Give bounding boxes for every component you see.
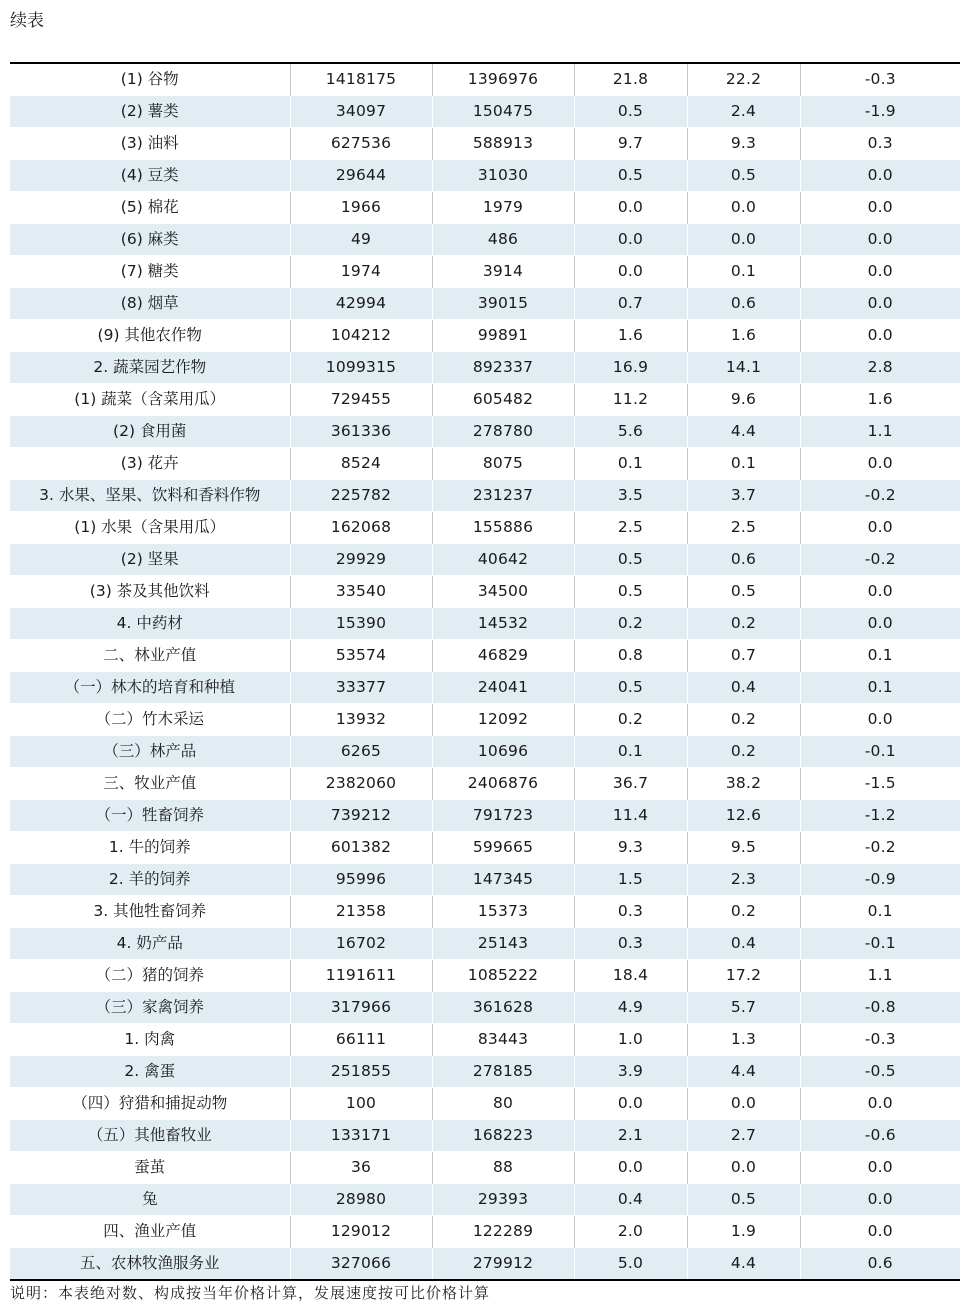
table-row <box>10 960 960 992</box>
cell-share-b: 3.7 <box>687 480 800 512</box>
cell-share-a: 0.3 <box>574 896 687 928</box>
cell-value-a: 29929 <box>290 544 432 576</box>
cell-value-a: 251855 <box>290 1056 432 1088</box>
cell-share-a: 2.0 <box>574 1216 687 1248</box>
cell-value-b: 231237 <box>432 480 574 512</box>
cell-share-b: 38.2 <box>687 768 800 800</box>
cell-item-name: (1) 蔬菜（含菜用瓜） <box>10 384 290 416</box>
cell-change: 2.8 <box>800 352 960 384</box>
cell-item-name: (4) 豆类 <box>10 160 290 192</box>
cell-share-b: 14.1 <box>687 352 800 384</box>
cell-item-name: 2. 羊的饲养 <box>10 864 290 896</box>
cell-share-b: 2.5 <box>687 512 800 544</box>
cell-value-a: 33377 <box>290 672 432 704</box>
table-row <box>10 352 960 384</box>
cell-item-name: 兔 <box>10 1184 290 1216</box>
cell-share-b: 0.2 <box>687 896 800 928</box>
cell-share-a: 21.8 <box>574 63 687 96</box>
cell-share-a: 0.0 <box>574 1152 687 1184</box>
cell-share-a: 9.3 <box>574 832 687 864</box>
cell-share-b: 0.4 <box>687 928 800 960</box>
cell-share-b: 4.4 <box>687 1056 800 1088</box>
cell-value-b: 892337 <box>432 352 574 384</box>
cell-value-b: 31030 <box>432 160 574 192</box>
cell-share-a: 2.5 <box>574 512 687 544</box>
cell-item-name: 三、牧业产值 <box>10 768 290 800</box>
cell-value-b: 486 <box>432 224 574 256</box>
cell-share-b: 2.4 <box>687 96 800 128</box>
cell-change: 0.3 <box>800 128 960 160</box>
cell-share-a: 1.5 <box>574 864 687 896</box>
cell-value-b: 34500 <box>432 576 574 608</box>
cell-share-b: 0.5 <box>687 576 800 608</box>
table-row <box>10 160 960 192</box>
cell-share-b: 0.6 <box>687 288 800 320</box>
table-row <box>10 704 960 736</box>
cell-change: 0.6 <box>800 1248 960 1281</box>
cell-share-b: 1.6 <box>687 320 800 352</box>
cell-change: 1.1 <box>800 416 960 448</box>
cell-value-b: 88 <box>432 1152 574 1184</box>
cell-value-b: 278185 <box>432 1056 574 1088</box>
cell-item-name: (3) 花卉 <box>10 448 290 480</box>
cell-value-a: 225782 <box>290 480 432 512</box>
cell-change: -1.9 <box>800 96 960 128</box>
cell-change: 0.0 <box>800 1216 960 1248</box>
cell-change: -0.2 <box>800 544 960 576</box>
cell-item-name: 四、渔业产值 <box>10 1216 290 1248</box>
cell-value-b: 80 <box>432 1088 574 1120</box>
cell-share-a: 11.4 <box>574 800 687 832</box>
cell-value-b: 150475 <box>432 96 574 128</box>
data-table <box>10 62 960 1281</box>
cell-item-name: （一）林木的培育和种植 <box>10 672 290 704</box>
cell-share-b: 9.6 <box>687 384 800 416</box>
cell-value-a: 1099315 <box>290 352 432 384</box>
cell-share-b: 2.7 <box>687 1120 800 1152</box>
table-row <box>10 128 960 160</box>
cell-value-a: 100 <box>290 1088 432 1120</box>
cell-item-name: （三）家禽饲养 <box>10 992 290 1024</box>
cell-change: 0.0 <box>800 448 960 480</box>
table-row <box>10 992 960 1024</box>
cell-change: -0.3 <box>800 1024 960 1056</box>
table-row <box>10 1056 960 1088</box>
cell-item-name: (2) 薯类 <box>10 96 290 128</box>
cell-value-b: 1085222 <box>432 960 574 992</box>
table-row <box>10 832 960 864</box>
cell-change: -0.1 <box>800 736 960 768</box>
cell-change: -1.5 <box>800 768 960 800</box>
table-row <box>10 768 960 800</box>
cell-share-b: 0.0 <box>687 192 800 224</box>
cell-value-a: 16702 <box>290 928 432 960</box>
cell-item-name: 二、林业产值 <box>10 640 290 672</box>
cell-share-a: 0.0 <box>574 1088 687 1120</box>
cell-value-b: 605482 <box>432 384 574 416</box>
cell-value-b: 99891 <box>432 320 574 352</box>
cell-value-b: 2406876 <box>432 768 574 800</box>
cell-change: 0.1 <box>800 672 960 704</box>
table-row <box>10 1184 960 1216</box>
cell-item-name: (2) 食用菌 <box>10 416 290 448</box>
cell-item-name: 4. 中药材 <box>10 608 290 640</box>
table-row <box>10 416 960 448</box>
cell-value-a: 739212 <box>290 800 432 832</box>
cell-value-a: 34097 <box>290 96 432 128</box>
cell-item-name: （二）竹木采运 <box>10 704 290 736</box>
cell-value-b: 10696 <box>432 736 574 768</box>
cell-change: 1.6 <box>800 384 960 416</box>
cell-share-a: 0.3 <box>574 928 687 960</box>
cell-share-a: 0.5 <box>574 544 687 576</box>
cell-share-a: 0.1 <box>574 736 687 768</box>
cell-change: 0.1 <box>800 896 960 928</box>
cell-change: -1.2 <box>800 800 960 832</box>
cell-share-b: 17.2 <box>687 960 800 992</box>
cell-change: -0.3 <box>800 63 960 96</box>
cell-item-name: （二）猪的饲养 <box>10 960 290 992</box>
table-row <box>10 448 960 480</box>
cell-item-name: (1) 水果（含果用瓜） <box>10 512 290 544</box>
cell-change: 0.0 <box>800 256 960 288</box>
cell-value-b: 12092 <box>432 704 574 736</box>
cell-change: 0.0 <box>800 1184 960 1216</box>
cell-share-b: 4.4 <box>687 416 800 448</box>
cell-value-b: 599665 <box>432 832 574 864</box>
table-container <box>10 62 960 1281</box>
cell-change: 0.0 <box>800 512 960 544</box>
cell-share-a: 36.7 <box>574 768 687 800</box>
cell-value-a: 601382 <box>290 832 432 864</box>
cell-change: -0.8 <box>800 992 960 1024</box>
cell-item-name: 2. 禽蛋 <box>10 1056 290 1088</box>
table-body <box>10 63 960 1280</box>
cell-value-a: 29644 <box>290 160 432 192</box>
cell-item-name: （三）林产品 <box>10 736 290 768</box>
table-row <box>10 672 960 704</box>
table-row <box>10 576 960 608</box>
cell-share-a: 18.4 <box>574 960 687 992</box>
cell-value-b: 168223 <box>432 1120 574 1152</box>
cell-share-b: 0.1 <box>687 448 800 480</box>
cell-value-a: 49 <box>290 224 432 256</box>
cell-value-a: 162068 <box>290 512 432 544</box>
cell-share-a: 0.5 <box>574 576 687 608</box>
cell-share-b: 5.7 <box>687 992 800 1024</box>
cell-value-b: 588913 <box>432 128 574 160</box>
cell-share-b: 22.2 <box>687 63 800 96</box>
cell-value-b: 46829 <box>432 640 574 672</box>
cell-share-a: 4.9 <box>574 992 687 1024</box>
cell-share-a: 0.4 <box>574 1184 687 1216</box>
cell-item-name: (7) 糖类 <box>10 256 290 288</box>
cell-share-b: 1.9 <box>687 1216 800 1248</box>
table-row <box>10 928 960 960</box>
cell-change: 1.1 <box>800 960 960 992</box>
table-row <box>10 63 960 96</box>
cell-value-b: 14532 <box>432 608 574 640</box>
cell-value-a: 21358 <box>290 896 432 928</box>
table-row <box>10 224 960 256</box>
table-row <box>10 1120 960 1152</box>
cell-share-b: 0.2 <box>687 736 800 768</box>
cell-value-a: 129012 <box>290 1216 432 1248</box>
cell-change: -0.6 <box>800 1120 960 1152</box>
cell-value-b: 83443 <box>432 1024 574 1056</box>
cell-share-a: 0.0 <box>574 224 687 256</box>
cell-item-name: 3. 其他牲畜饲养 <box>10 896 290 928</box>
cell-share-b: 0.0 <box>687 1088 800 1120</box>
cell-share-b: 2.3 <box>687 864 800 896</box>
cell-item-name: (2) 坚果 <box>10 544 290 576</box>
table-row <box>10 608 960 640</box>
cell-value-b: 15373 <box>432 896 574 928</box>
cell-value-b: 3914 <box>432 256 574 288</box>
cell-change: -0.9 <box>800 864 960 896</box>
cell-value-a: 1191611 <box>290 960 432 992</box>
cell-share-b: 0.1 <box>687 256 800 288</box>
cell-share-a: 2.1 <box>574 1120 687 1152</box>
cell-share-a: 9.7 <box>574 128 687 160</box>
cell-item-name: (9) 其他农作物 <box>10 320 290 352</box>
cell-change: 0.0 <box>800 1152 960 1184</box>
cell-share-a: 0.7 <box>574 288 687 320</box>
table-row <box>10 1024 960 1056</box>
cell-item-name: (3) 油料 <box>10 128 290 160</box>
cell-change: 0.0 <box>800 192 960 224</box>
cell-share-a: 0.2 <box>574 608 687 640</box>
cell-value-a: 13932 <box>290 704 432 736</box>
cell-share-a: 0.8 <box>574 640 687 672</box>
table-row <box>10 512 960 544</box>
table-row <box>10 864 960 896</box>
cell-share-b: 0.5 <box>687 1184 800 1216</box>
cell-item-name: 蚕茧 <box>10 1152 290 1184</box>
table-row <box>10 896 960 928</box>
cell-share-b: 0.0 <box>687 224 800 256</box>
cell-share-b: 0.2 <box>687 704 800 736</box>
cell-share-a: 16.9 <box>574 352 687 384</box>
cell-value-a: 28980 <box>290 1184 432 1216</box>
cell-share-a: 0.5 <box>574 96 687 128</box>
cell-item-name: （一）牲畜饲养 <box>10 800 290 832</box>
cell-value-a: 1966 <box>290 192 432 224</box>
cell-change: 0.0 <box>800 160 960 192</box>
cell-share-b: 0.4 <box>687 672 800 704</box>
cell-item-name: （五）其他畜牧业 <box>10 1120 290 1152</box>
cell-value-b: 24041 <box>432 672 574 704</box>
cell-change: 0.0 <box>800 224 960 256</box>
cell-share-b: 12.6 <box>687 800 800 832</box>
cell-value-a: 2382060 <box>290 768 432 800</box>
cell-value-a: 1974 <box>290 256 432 288</box>
cell-change: -0.1 <box>800 928 960 960</box>
cell-share-a: 0.5 <box>574 160 687 192</box>
cell-share-a: 1.6 <box>574 320 687 352</box>
cell-share-b: 0.2 <box>687 608 800 640</box>
cell-item-name: (6) 麻类 <box>10 224 290 256</box>
cell-value-a: 33540 <box>290 576 432 608</box>
cell-item-name: （四）狩猎和捕捉动物 <box>10 1088 290 1120</box>
cell-value-a: 729455 <box>290 384 432 416</box>
cell-item-name: (3) 茶及其他饮料 <box>10 576 290 608</box>
cell-change: 0.0 <box>800 608 960 640</box>
table-row <box>10 544 960 576</box>
table-row <box>10 192 960 224</box>
cell-change: -0.2 <box>800 832 960 864</box>
cell-share-b: 9.3 <box>687 128 800 160</box>
cell-share-a: 0.5 <box>574 672 687 704</box>
cell-value-b: 25143 <box>432 928 574 960</box>
cell-value-a: 36 <box>290 1152 432 1184</box>
cell-value-a: 133171 <box>290 1120 432 1152</box>
cell-value-b: 361628 <box>432 992 574 1024</box>
cell-share-a: 11.2 <box>574 384 687 416</box>
cell-share-a: 5.0 <box>574 1248 687 1281</box>
cell-value-a: 95996 <box>290 864 432 896</box>
cell-share-a: 0.2 <box>574 704 687 736</box>
cell-value-a: 317966 <box>290 992 432 1024</box>
cell-change: -0.5 <box>800 1056 960 1088</box>
cell-item-name: (8) 烟草 <box>10 288 290 320</box>
cell-share-b: 9.5 <box>687 832 800 864</box>
table-row <box>10 1248 960 1281</box>
cell-share-b: 0.7 <box>687 640 800 672</box>
cell-share-a: 5.6 <box>574 416 687 448</box>
table-row <box>10 1216 960 1248</box>
cell-value-a: 627536 <box>290 128 432 160</box>
page-title: 续表 <box>10 11 44 31</box>
cell-item-name: 2. 蔬菜园艺作物 <box>10 352 290 384</box>
cell-value-a: 104212 <box>290 320 432 352</box>
table-row <box>10 480 960 512</box>
cell-value-b: 40642 <box>432 544 574 576</box>
table-row <box>10 288 960 320</box>
cell-change: 0.0 <box>800 1088 960 1120</box>
table-row <box>10 800 960 832</box>
cell-value-b: 147345 <box>432 864 574 896</box>
cell-item-name: (5) 棉花 <box>10 192 290 224</box>
cell-share-b: 0.5 <box>687 160 800 192</box>
table-row <box>10 96 960 128</box>
table-row <box>10 1152 960 1184</box>
cell-share-a: 3.5 <box>574 480 687 512</box>
cell-change: 0.0 <box>800 704 960 736</box>
table-row <box>10 1088 960 1120</box>
cell-value-a: 15390 <box>290 608 432 640</box>
cell-item-name: 3. 水果、坚果、饮料和香料作物 <box>10 480 290 512</box>
table-row <box>10 736 960 768</box>
cell-value-a: 1418175 <box>290 63 432 96</box>
footnote: 说明：本表绝对数、构成按当年价格计算，发展速度按可比价格计算 <box>10 1284 491 1302</box>
table-row <box>10 640 960 672</box>
cell-change: 0.0 <box>800 576 960 608</box>
cell-change: 0.0 <box>800 288 960 320</box>
cell-value-b: 29393 <box>432 1184 574 1216</box>
cell-share-a: 3.9 <box>574 1056 687 1088</box>
cell-value-b: 39015 <box>432 288 574 320</box>
cell-share-b: 0.6 <box>687 544 800 576</box>
cell-share-a: 0.0 <box>574 192 687 224</box>
cell-value-a: 66111 <box>290 1024 432 1056</box>
table-row <box>10 384 960 416</box>
cell-item-name: 4. 奶产品 <box>10 928 290 960</box>
cell-share-a: 0.0 <box>574 256 687 288</box>
cell-change: 0.1 <box>800 640 960 672</box>
cell-share-b: 4.4 <box>687 1248 800 1281</box>
cell-value-b: 122289 <box>432 1216 574 1248</box>
cell-value-a: 361336 <box>290 416 432 448</box>
cell-value-b: 279912 <box>432 1248 574 1281</box>
cell-value-b: 1979 <box>432 192 574 224</box>
cell-share-a: 1.0 <box>574 1024 687 1056</box>
cell-value-a: 327066 <box>290 1248 432 1281</box>
cell-value-a: 53574 <box>290 640 432 672</box>
cell-value-b: 278780 <box>432 416 574 448</box>
cell-value-b: 791723 <box>432 800 574 832</box>
table-row <box>10 256 960 288</box>
cell-share-b: 0.0 <box>687 1152 800 1184</box>
cell-share-a: 0.1 <box>574 448 687 480</box>
cell-value-b: 155886 <box>432 512 574 544</box>
cell-value-b: 1396976 <box>432 63 574 96</box>
cell-change: 0.0 <box>800 320 960 352</box>
cell-item-name: 1. 牛的饲养 <box>10 832 290 864</box>
cell-value-a: 6265 <box>290 736 432 768</box>
cell-value-b: 8075 <box>432 448 574 480</box>
cell-value-a: 8524 <box>290 448 432 480</box>
cell-share-b: 1.3 <box>687 1024 800 1056</box>
table-row <box>10 320 960 352</box>
cell-item-name: 五、农林牧渔服务业 <box>10 1248 290 1281</box>
cell-value-a: 42994 <box>290 288 432 320</box>
cell-change: -0.2 <box>800 480 960 512</box>
cell-item-name: 1. 肉禽 <box>10 1024 290 1056</box>
cell-item-name: (1) 谷物 <box>10 63 290 96</box>
